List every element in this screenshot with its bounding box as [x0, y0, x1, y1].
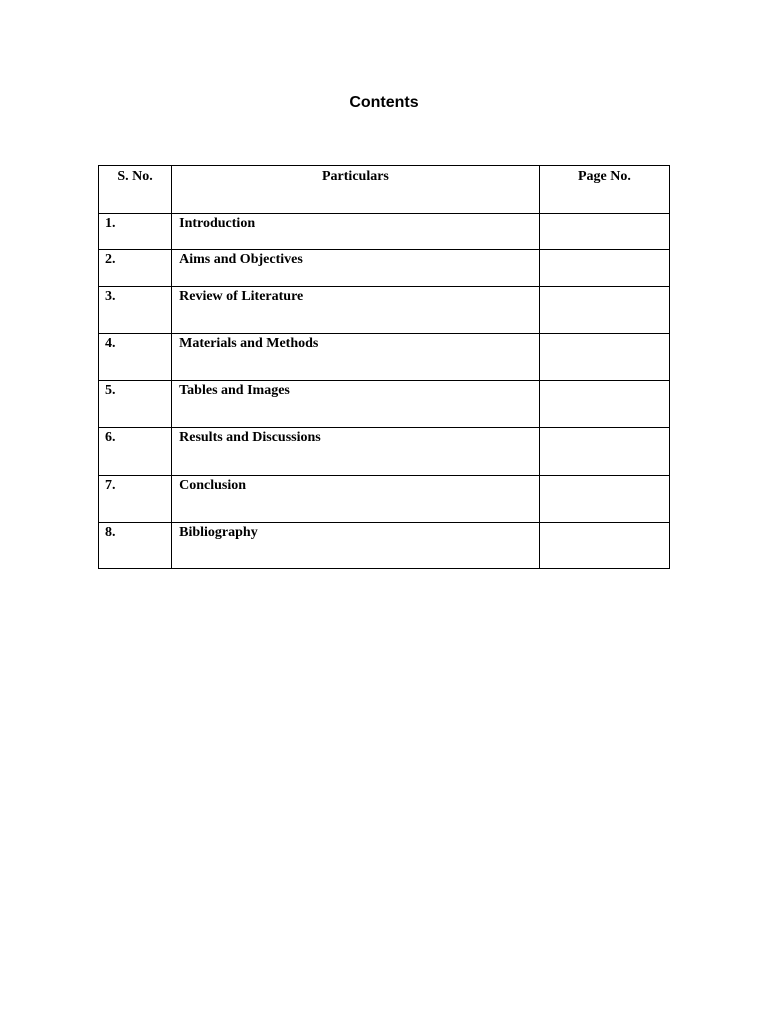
particulars-cell: Review of Literature	[172, 287, 540, 334]
serial-no-cell: 7.	[99, 476, 172, 523]
page-no-cell	[539, 287, 669, 334]
page-no-cell	[539, 381, 669, 428]
serial-no-cell: 8.	[99, 523, 172, 569]
serial-no-cell: 6.	[99, 428, 172, 476]
header-page-no: Page No.	[539, 166, 669, 214]
header-serial-no: S. No.	[99, 166, 172, 214]
header-particulars: Particulars	[172, 166, 540, 214]
page-no-cell	[539, 476, 669, 523]
serial-no-cell: 1.	[99, 214, 172, 250]
table-row	[99, 250, 670, 287]
page-no-cell	[539, 334, 669, 381]
table-row	[99, 287, 670, 334]
particulars-cell: Introduction	[172, 214, 540, 250]
table-row	[99, 428, 670, 476]
page-no-cell	[539, 214, 669, 250]
serial-no-cell: 2.	[99, 250, 172, 287]
page-title: Contents	[349, 94, 419, 111]
table-header-row	[99, 166, 670, 214]
particulars-cell: Bibliography	[172, 523, 540, 569]
page-no-cell	[539, 428, 669, 476]
table-row	[99, 523, 670, 569]
table-row	[99, 381, 670, 428]
table-row	[99, 476, 670, 523]
contents-table	[98, 165, 670, 569]
particulars-cell: Aims and Objectives	[172, 250, 540, 287]
particulars-cell: Conclusion	[172, 476, 540, 523]
table-row	[99, 214, 670, 250]
page-no-cell	[539, 250, 669, 287]
serial-no-cell: 4.	[99, 334, 172, 381]
serial-no-cell: 3.	[99, 287, 172, 334]
page-no-cell	[539, 523, 669, 569]
particulars-cell: Materials and Methods	[172, 334, 540, 381]
serial-no-cell: 5.	[99, 381, 172, 428]
table-row	[99, 334, 670, 381]
particulars-cell: Tables and Images	[172, 381, 540, 428]
particulars-cell: Results and Discussions	[172, 428, 540, 476]
